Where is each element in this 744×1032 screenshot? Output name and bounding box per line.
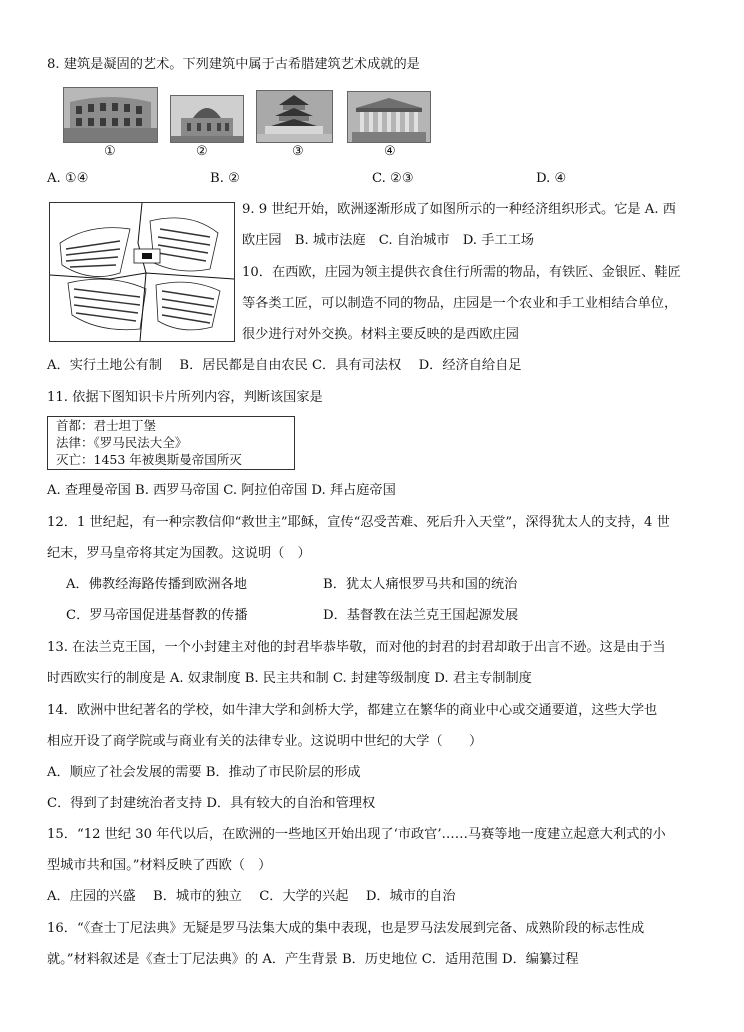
manor-map-image <box>49 202 235 342</box>
q12-option-d: D．基督教在法兰克王国起源发展 <box>323 608 519 623</box>
q16-line-1: 16．“《查士丁尼法典》无疑是罗马法集大成的集中表现，也是罗马法发展到完备、成熟阶段的标志性成 <box>47 921 645 936</box>
q10-line-3: 很少进行对外交换。材料主要反映的是西欧庄园 <box>242 327 519 342</box>
q8-label-4: ④ <box>384 144 396 159</box>
q8-option-a: A. ①④ <box>47 171 89 186</box>
q13-line-2: 时西欧实行的制度是 A. 奴隶制度 B. 民主共和制 C. 封建等级制度 D. 君主专制制度 <box>47 671 532 686</box>
q15-line-1: 15．“12 世纪 30 年代以后，在欧洲的一些地区开始出现了‘市政官’……马赛等地一度建立起意大利式的小 <box>47 827 666 842</box>
card-capital: 首都：君士坦丁堡 <box>56 418 157 433</box>
q15-options: A．庄园的兴盛 B．城市的独立 C．大学的兴起 D．城市的自治 <box>47 889 456 904</box>
q16-line-2: 就。”材料叙述是《查士丁尼法典》的 A．产生背景 B．历史地位 C．适用范围 D．编纂过程 <box>47 952 579 967</box>
q14-options-ab: A．顺应了社会发展的需要 B．推动了市民阶层的形成 <box>47 765 361 780</box>
q8-option-c: C. ②③ <box>372 171 414 186</box>
q12-line-2: 纪末，罗马皇帝将其定为国教。这说明（ ） <box>47 546 311 561</box>
dome-of-rock-image <box>170 95 244 143</box>
q8-label-3: ③ <box>292 144 304 159</box>
q13-line-1: 13. 在法兰克王国，一个小封建主对他的封君毕恭毕敬，而对他的封君的封君却敢于出言不逊。这是由于当 <box>47 640 666 655</box>
q8-option-b: B. ② <box>210 171 240 186</box>
q11-stem: 11. 依据下图知识卡片所列内容，判断该国家是 <box>47 390 323 405</box>
q9-line-1: 9. 9 世纪开始，欧洲逐渐形成了如图所示的一种经济组织形式。它是 A. 西 <box>242 202 676 217</box>
q12-line-1: 12．1 世纪起，有一种宗教信仰“救世主”耶稣，宣传“忍受苦难、死后升入天堂”，深得犹太人的支持，4 世 <box>47 515 670 530</box>
q14-options-cd: C．得到了封建统治者支持 D．具有较大的自治和管理权 <box>47 796 376 811</box>
q14-line-2: 相应开设了商学院或与商业有关的法律专业。这说明中世纪的大学（ ） <box>47 734 483 749</box>
q12-option-b: B．犹太人痛恨罗马共和国的统治 <box>323 577 518 592</box>
q12-option-a: A．佛教经海路传播到欧洲各地 <box>66 577 247 592</box>
parthenon-image <box>347 91 431 143</box>
q10-line-2: 等各类工匠，可以制造不同的物品，庄园是一个农业和手工业相结合单位， <box>242 296 678 311</box>
q8-label-2: ② <box>196 144 208 159</box>
q12-option-c: C．罗马帝国促进基督教的传播 <box>66 608 248 623</box>
card-fall: 灭亡：1453 年被奥斯曼帝国所灭 <box>56 452 242 467</box>
q15-line-2: 型城市共和国。”材料反映了西欧（ ） <box>47 858 272 873</box>
q8-option-d: D. ④ <box>536 171 567 186</box>
q9-line-2: 欧庄园 B. 城市法庭 C. 自治城市 D. 手工工场 <box>242 233 534 248</box>
q14-line-1: 14．欧洲中世纪著名的学校，如牛津大学和剑桥大学，都建立在繁华的商业中心或交通要道，这些大学也 <box>47 703 658 718</box>
colosseum-image <box>63 87 158 143</box>
knowledge-card <box>47 416 295 470</box>
card-law: 法律：《罗马民法大全》 <box>56 435 188 450</box>
q11-options: A. 查理曼帝国 B. 西罗马帝国 C. 阿拉伯帝国 D. 拜占庭帝国 <box>47 483 396 498</box>
q10-options: A．实行土地公有制 B．居民都是自由农民 C．具有司法权 D．经济自给自足 <box>47 358 522 373</box>
q8-label-1: ① <box>104 144 116 159</box>
q10-line-1: 10．在西欧，庄园为领主提供衣食住行所需的物品，有铁匠、金银匠、鞋匠 <box>242 265 681 280</box>
temple-of-heaven-image <box>256 90 333 143</box>
q8-stem: 8. 建筑是凝固的艺术。下列建筑中属于古希腊建筑艺术成就的是 <box>47 57 420 72</box>
